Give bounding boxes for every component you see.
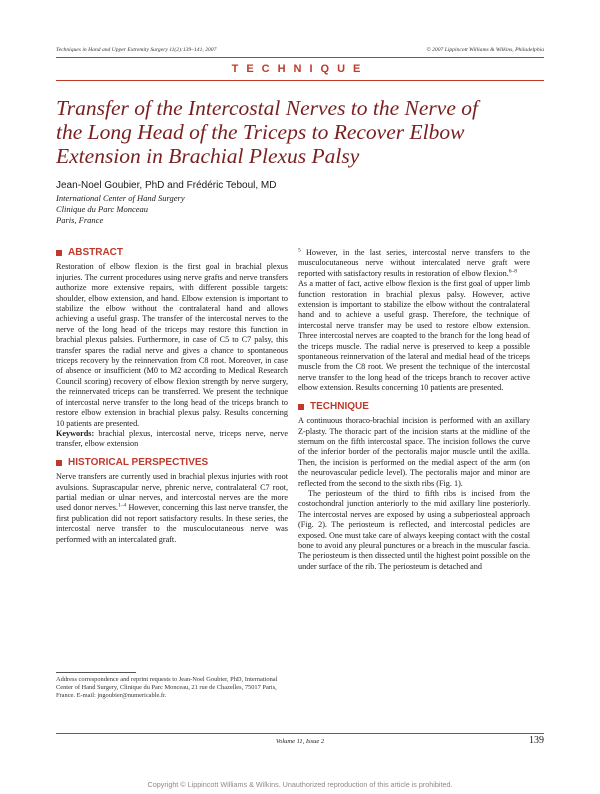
historical-text-part2: $^5$ However, in the last series, intercostal nerve transfers to the musculocutaneous nerve without intercalated nerve graft were reported with satisfactory results in restoration of elbow flexion.$^{6-8}$ (298, 247, 530, 278)
author-line: Jean-Noel Goubier, PhD and Frédéric Teboul, MD (56, 180, 277, 191)
technique-heading (298, 402, 530, 412)
footer-volume: Volume 11, Issue 2 (275, 738, 325, 745)
keywords-label: Keywords: (56, 428, 95, 438)
section-bullet-icon (298, 404, 304, 410)
historical-heading-text: HISTORICAL PERSPECTIVES (68, 456, 209, 468)
footnote-rule (56, 672, 136, 673)
historical-text-part3: As a matter of fact, active elbow flexion is the first goal of upper limb function restoration in brachial plexus palsy. However, active extension is important to stabilize the elbow without the contralateral hand and to achieve a useful grasp. Therefore, the technique of intercostal nerve transfer may be used to restore elbow extension. Three intercostal nerves are coapted to the branch for the long head of the triceps muscle. The radial nerve is preserved to keep a possible spontaneous reinnervation of the lateral and medial head of the triceps muscle from the C8 root. We present the technique of the intercostal nerve transfer to the long head of the triceps branch to recover active elbow extension. Results concerning 10 patients are presented. (298, 279, 530, 393)
header-rule (56, 57, 544, 58)
article-title: Transfer of the Intercostal Nerves to the Nerve of the Long Head of the Triceps to Recover Elbow Extension in Brachial Plexus Palsy (56, 96, 478, 168)
abstract-heading (56, 248, 288, 258)
technique-paragraph-2: The periosteum of the third to fifth ribs is incised from the costochondral junction anteriorly to the mid axillary line posteriorly. The intercostal nerves are exposed by using a subperiosteal approach (Fig. 2). The periosteum is reflected, and intercostal pedicles are exposed. One must take care of always keeping contact with the costal bone to avoid any pleural punctures or a breach in the muscular fascia. The periosteum is then dissected until the highest point possible on the under surface of the rib. The periosteum is detached and (298, 488, 530, 571)
correspondence-footnote: Address correspondence and reprint requests to Jean-Noel Goubier, PhD, International Center of Hand Surgery, Clinique du Parc Monceau, 21 rue de Chazelles, 75017 Paris, France. E-mail: jngoubier@numericable.fr. (56, 676, 278, 700)
copyright-notice: Copyright © Lippincott Williams & Wilkins. Unauthorized reproduction of this article is prohibited. (147, 780, 453, 789)
keywords-list: brachial plexus, intercostal nerve, triceps nerve, nerve transfer, elbow extension (56, 428, 289, 449)
page-number: 139 (529, 735, 544, 746)
affiliation (56, 193, 185, 226)
historical-heading (56, 458, 288, 468)
affiliation-line: Paris, France (56, 215, 104, 225)
left-column (56, 248, 288, 545)
technique-paragraph-1: A continuous thoraco-brachial incision is performed with an axillary Z-plasty. The thoracic part of the incision starts at the midline of the sternum on the fifth intercostal space. The incision follows the curve of the inferior border of the pectoralis major muscle until the axilla. Then, the incision is performed on the medial aspect of the arm (on the neurovascular pedicle level). The pectoralis major and minor are reflected from the second to the sixth ribs (Fig. 1). (298, 416, 530, 488)
running-head (56, 47, 544, 53)
section-label: TECHNIQUE (231, 63, 369, 75)
reference-superscript: 1–4 (117, 502, 127, 509)
journal-citation: Techniques in Hand and Upper Extremity Surgery 11(2):139–141, 2007 (56, 47, 217, 53)
historical-text-part1: Nerve transfers are currently used in brachial plexus injuries with root avulsions. Suprascapular nerve, phrenic nerve, contralateral C7 root, partial median or ulnar nerves, and intercostal nerves are the more used donor nerves.$^{1-4}$ However, concerning this last nerve transfer, the first publication did not report satisfactory results. In these series, the intercostal nerve transfer to the musculocutaneous nerve was performed with an intercalated graft. (56, 472, 289, 544)
affiliation-line: International Center of Hand Surgery (56, 193, 185, 203)
footer-rule (56, 733, 544, 734)
section-bullet-icon (56, 250, 62, 256)
keywords (56, 429, 288, 450)
section-bullet-icon (56, 460, 62, 466)
reference-superscript: 6–8 (508, 268, 518, 275)
abstract-text: Restoration of elbow flexion is the first goal in brachial plexus injuries. The current procedures using nerve grafts and nerve transfers authorize more extensive repairs, with different possible targets: shoulder, elbow extension, and hand. Elbow extension is important to stabilize the elbow without the contralateral hand and allows achieving a useful grasp. The transfer of the intercostal nerves to the nerve of the long head of the triceps may restore this function in brachial plexus palsies. Furthermore, in case of C5 to C7 palsy, this transfer spares the radial nerve and gives a chance to spontaneous triceps recovery by the reinnervation from C8 root. Moreover, in case of absence or insufficient (M0 to M2 according to Medical Research Council scoring) recovery of elbow flexion strength by nerve surgery, the reinnervated triceps can be transferred. We present the technique of intercostal nerve transfer to the long head of the triceps branch to restore elbow extension in brachial plexus palsy. Results concerning 10 patients are presented. (56, 262, 288, 428)
publisher-line: © 2007 Lippincott Williams & Wilkins, Philadelphia (426, 47, 544, 53)
technique-heading-text: TECHNIQUE (310, 400, 369, 412)
right-column (298, 248, 530, 572)
reference-superscript: 5 (298, 247, 301, 254)
section-rule (56, 80, 544, 81)
abstract-heading-text: ABSTRACT (68, 247, 123, 258)
affiliation-line: Clinique du Parc Monceau (56, 204, 148, 214)
